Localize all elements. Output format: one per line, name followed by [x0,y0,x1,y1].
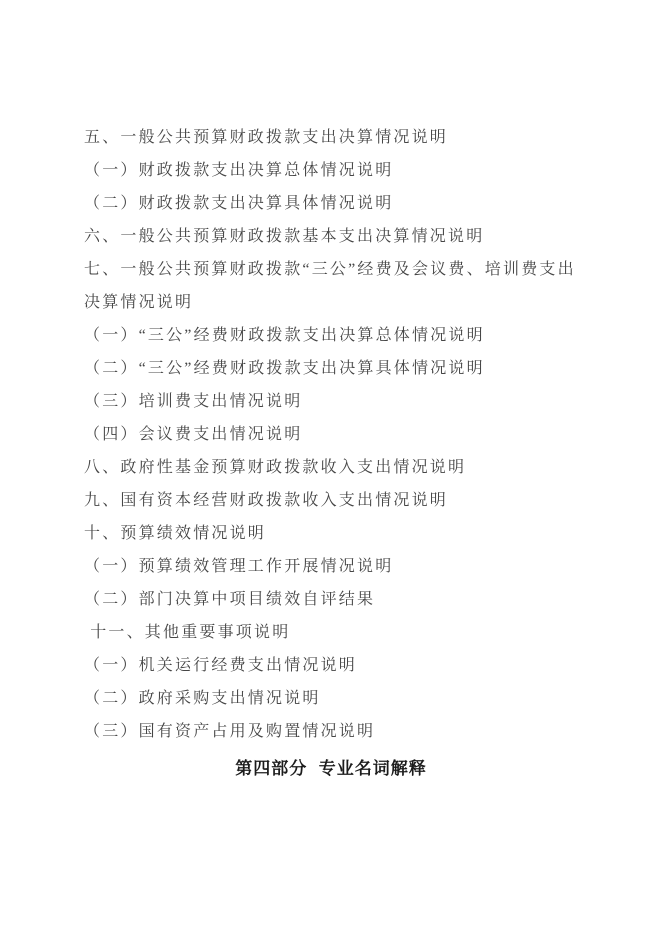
toc-line: （三）国有资产占用及购置情况说明 [84,723,376,740]
toc-line: （一）预算绩效管理工作开展情况说明 [84,558,394,575]
toc-line: 六、一般公共预算财政拨款基本支出决算情况说明 [84,228,485,245]
toc-line: 决算情况说明 [84,294,194,311]
section-title: 第四部分 专业名词解释 [235,759,427,778]
toc-line: （一）财政拨款支出决算总体情况说明 [84,162,394,179]
toc-line: 五、一般公共预算财政拨款支出决算情况说明 [84,129,449,146]
toc-line: 七、一般公共预算财政拨款“三公”经费及会议费、培训费支出 [84,261,576,278]
toc-line: 八、政府性基金预算财政拨款收入支出情况说明 [84,459,467,476]
toc-line: 十、预算绩效情况说明 [84,525,267,542]
toc-line: （一）“三公”经费财政拨款支出决算总体情况说明 [84,327,485,344]
toc-line: （四）会议费支出情况说明 [84,426,303,443]
toc-line: （二）部门决算中项目绩效自评结果 [84,591,376,608]
toc-line: （二）“三公”经费财政拨款支出决算具体情况说明 [84,360,485,377]
toc-lines [0,121,662,748]
toc-line: （二）政府采购支出情况说明 [84,690,321,707]
toc-line: 九、国有资本经营财政拨款收入支出情况说明 [84,492,449,509]
toc-line: （二）财政拨款支出决算具体情况说明 [84,195,394,212]
toc-line: （三）培训费支出情况说明 [84,393,303,410]
toc-line: （一）机关运行经费支出情况说明 [84,657,358,674]
toc-line: 十一、其他重要事项说明 [84,624,291,641]
